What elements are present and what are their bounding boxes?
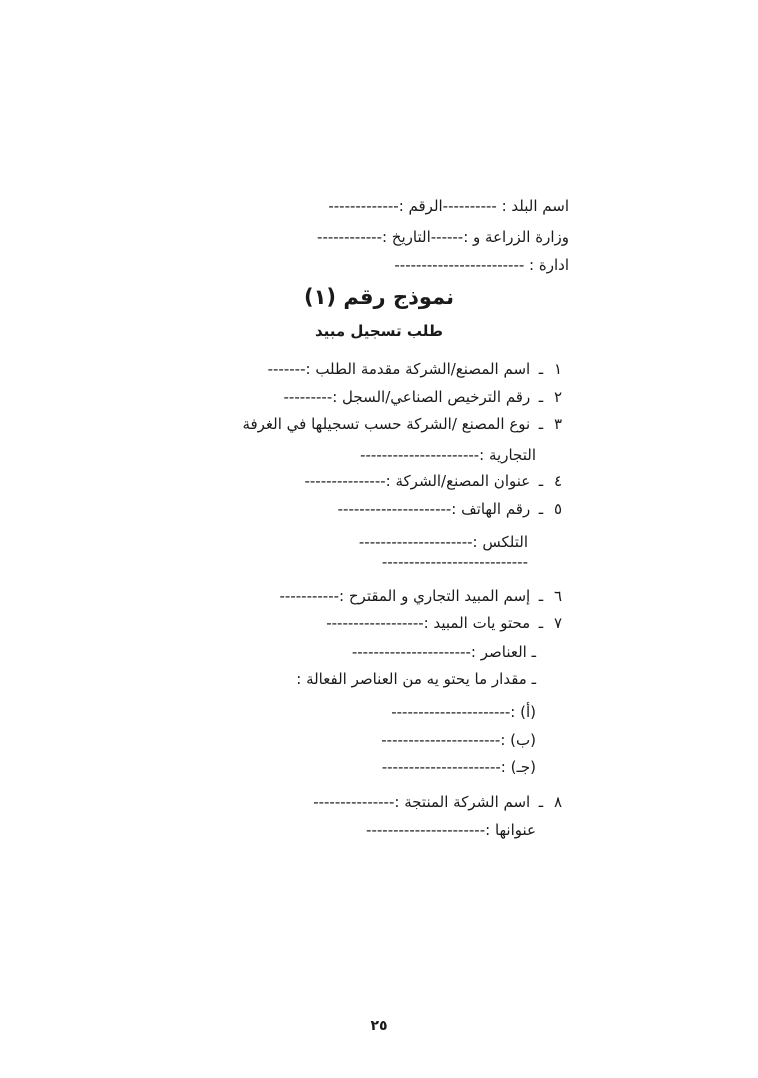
header-department-line: ادارة : ------------------------ xyxy=(394,256,569,274)
item-dash: ـ xyxy=(538,388,544,406)
item-7-active-ingredients: ـ مقدار ما يحتو يه من العناصر الفعالة : xyxy=(296,670,536,688)
item-dash: ـ xyxy=(538,587,544,605)
item-4 xyxy=(304,471,569,491)
item-text: رقم الهاتف :--------------------- xyxy=(337,500,531,518)
item-5 xyxy=(338,499,569,519)
item-2 xyxy=(284,387,569,407)
item-number: ٣ xyxy=(553,415,563,433)
item-8 xyxy=(313,792,569,812)
item-7-sub-b: (ب) :---------------------- xyxy=(381,731,536,749)
item-text: عنوان المصنع/الشركة :--------------- xyxy=(304,472,531,490)
item-number: ١ xyxy=(553,360,563,378)
item-3 xyxy=(242,414,569,434)
item-number: ٢ xyxy=(553,388,563,406)
item-dash: ـ xyxy=(538,793,544,811)
page-number: ٢٥ xyxy=(370,1018,388,1034)
item-text: اسم المصنع/الشركة مقدمة الطلب :------- xyxy=(267,360,531,378)
item-1 xyxy=(268,359,569,379)
item-number: ٤ xyxy=(553,472,563,490)
form-title: نموذج رقم (١) xyxy=(303,285,454,309)
header-country-line: اسم البلد : ----------الرقم :------------- xyxy=(328,197,569,215)
item-dash: ـ xyxy=(538,614,544,632)
item-8-address: عنوانها :---------------------- xyxy=(366,821,536,839)
item-text: إسم المبيد التجاري و المقترح :----------- xyxy=(279,587,531,605)
item-number: ٦ xyxy=(553,587,563,605)
item-7-sub-a: (أ) :---------------------- xyxy=(391,703,536,721)
item-text: رقم الترخيص الصناعي/السجل :--------- xyxy=(283,388,531,406)
item-6 xyxy=(280,586,570,606)
item-7 xyxy=(326,613,569,633)
item-number: ٨ xyxy=(553,793,563,811)
item-text: اسم الشركة المنتجة :--------------- xyxy=(313,793,531,811)
item-number: ٧ xyxy=(553,614,563,632)
item-number: ٥ xyxy=(553,500,563,518)
item-dash: ـ xyxy=(538,500,544,518)
item-5-telex: التلكس :--------------------- xyxy=(358,533,528,551)
item-dash: ـ xyxy=(538,415,544,433)
item-dash: ـ xyxy=(538,360,544,378)
form-subtitle: طلب تسجيل مبيد xyxy=(315,322,443,340)
item-5-blank-line: --------------------------- xyxy=(381,553,528,571)
item-3-continuation: التجارية :---------------------- xyxy=(360,446,536,464)
item-text: نوع المصنع /الشركة حسب تسجيلها في الغرفة xyxy=(242,415,531,433)
header-ministry-line: وزارة الزراعة و :------التاريخ :------------ xyxy=(317,228,569,246)
item-text: محتو يات المبيد :------------------ xyxy=(326,614,531,632)
item-7-elements: ـ العناصر :---------------------- xyxy=(351,643,536,661)
item-7-sub-c: (جـ) :---------------------- xyxy=(381,758,536,776)
item-dash: ـ xyxy=(538,472,544,490)
